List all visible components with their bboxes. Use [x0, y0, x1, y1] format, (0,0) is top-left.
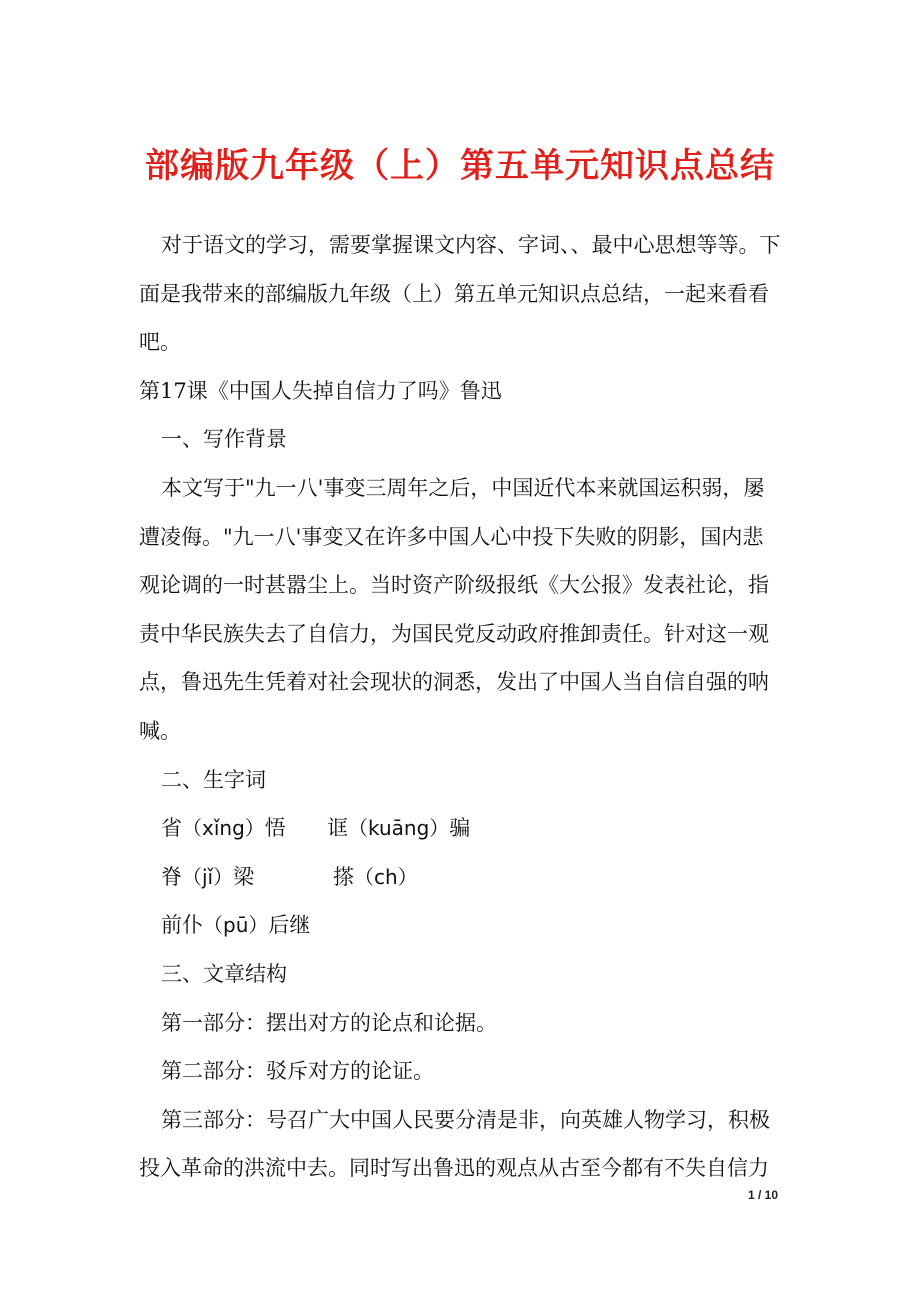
vocab-pinyin: （jǐ） — [182, 864, 234, 889]
vocab-word: 搽 — [333, 864, 354, 889]
vocab-pinyin: （kuāng） — [348, 816, 450, 841]
vocab-word: 悟 — [264, 816, 286, 841]
vocab-row — [139, 853, 781, 902]
vocab-pinyin: （pū） — [203, 913, 269, 938]
vocab-row — [139, 804, 781, 853]
structure-part-1: 第一部分：摆出对方的论点和论据。 — [161, 1010, 497, 1035]
vocab-word: 脊 — [161, 864, 182, 889]
vocab-word: 省 — [161, 816, 182, 841]
vocab-pinyin: （ch） — [354, 864, 418, 889]
background-paragraph: 本文写于"九一八'事变三周年之后，中国近代本来就国运积弱，屡遭凌侮。"九一八'事变又在许多中国人心中投下失败的阴影，国内悲观论调的一时甚嚣尘上。当时资产阶级报纸《大公报》发表社论，指责中华民族失去了自信力，为国民党反动政府推卸责任。针对这一观点，鲁迅先生凭着对社会现状的洞悉，发出了中国人当自信自强的呐喊。 — [139, 475, 769, 743]
structure-part-2: 第二部分：驳斥对方的论证。 — [161, 1059, 434, 1084]
page-number: 1 / 10 — [747, 1188, 778, 1202]
intro-paragraph: 对于语文的学习，需要掌握课文内容、字词、、最中心思想等等。下面是我带来的部编版九年级（上）第五单元知识点总结，一起来看看吧。 — [139, 233, 781, 355]
section-heading-vocabulary: 二、生字词 — [161, 767, 266, 792]
lesson-heading: 第17课《中国人失掉自信力了吗》鲁迅 — [139, 378, 502, 403]
vocab-word: 前仆 — [161, 913, 203, 938]
document-title: 部编版九年级（上）第五单元知识点总结 — [145, 146, 775, 186]
vocab-word: 骗 — [449, 816, 471, 841]
vocab-word: 梁 — [233, 864, 255, 889]
vocab-entry — [161, 853, 333, 902]
section-heading-background: 一、写作背景 — [161, 427, 287, 452]
vocab-word: 诓 — [327, 816, 348, 841]
vocab-entry — [161, 901, 310, 950]
section-heading-structure: 三、文章结构 — [161, 961, 287, 986]
vocab-word: 后继 — [268, 913, 311, 938]
structure-part-3: 第三部分：号召广大中国人民要分清是非，向英雄人物学习，积极投入革命的洪流中去。同时写出鲁迅的观点从古至今都有不失自信力 — [139, 1107, 770, 1181]
vocab-entry — [327, 804, 470, 853]
vocab-pinyin: （xǐng） — [182, 816, 265, 841]
vocab-entry — [161, 804, 327, 853]
vocab-entry — [333, 853, 418, 902]
document-body — [139, 221, 781, 1193]
vocab-row — [139, 901, 781, 950]
